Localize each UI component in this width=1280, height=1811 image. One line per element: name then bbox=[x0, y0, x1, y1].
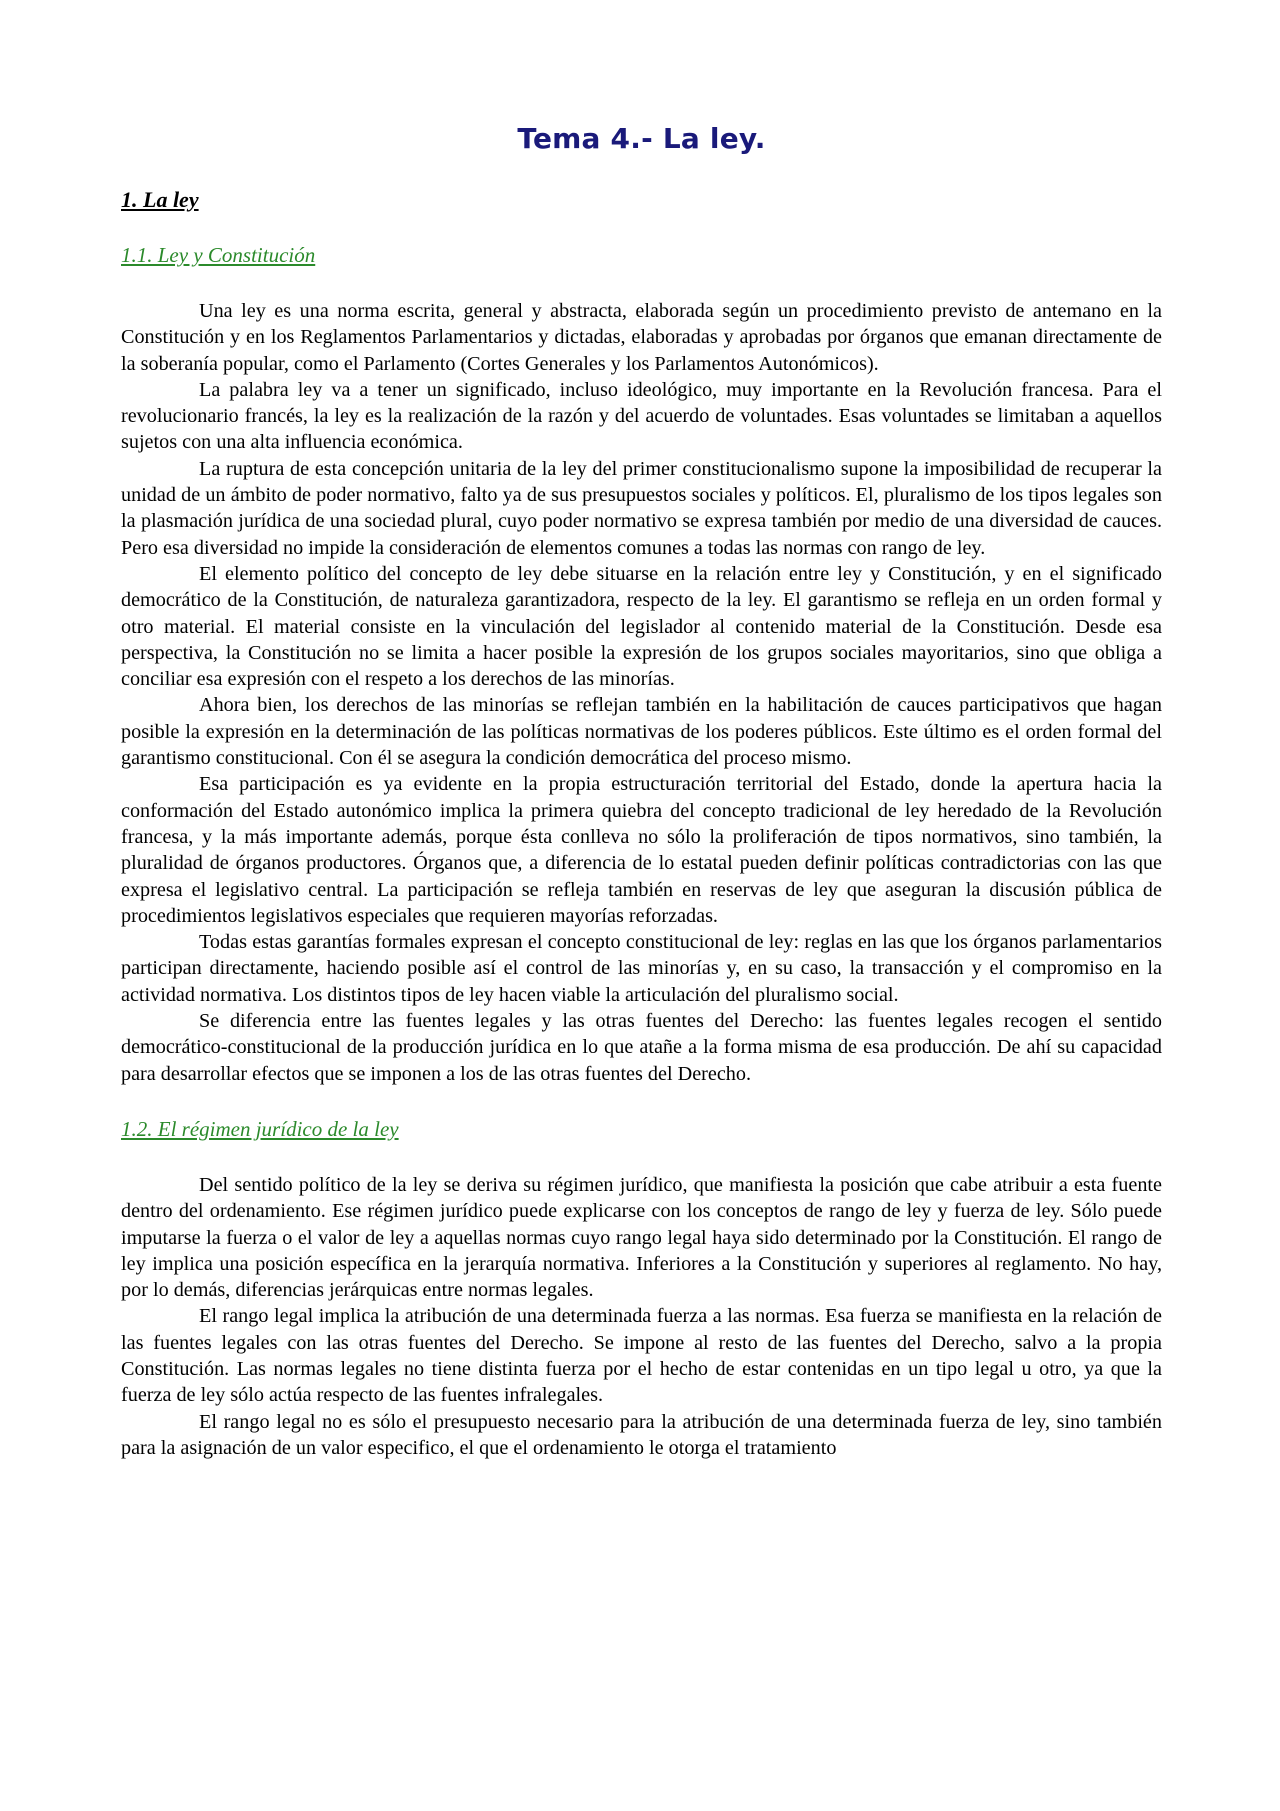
paragraph: Todas estas garantías formales expresan el concepto constitucional de ley: reglas en las que los órganos parlamentarios participan directamente, haciendo posible así el control de las minorías y, en su caso, la transacción y el compromiso en la actividad normativa. Los distintos tipos de ley hacen viable la articulación del pluralismo social. bbox=[121, 931, 1162, 1006]
paragraph: Ahora bien, los derechos de las minorías se reflejan también en la habilitación de cauces participativos que hagan posible la expresión en la determinación de las políticas normativas de los poderes públicos. Este último es el orden formal del garantismo constitucional. Con él se asegura la condición democrática del proceso mismo. bbox=[121, 694, 1162, 770]
subsection-heading-ley-y-constitucion: 1.1. Ley y Constitución bbox=[121, 243, 316, 267]
paragraph: Se diferencia entre las fuentes legales y las otras fuentes del Derecho: las fuentes legales recogen el sentido democrático-constitucional de la producción jurídica en lo que atañe a la forma misma de esa producción. De ahí su capacidad para desarrollar efectos que se imponen a los de las otras fuentes del Derecho. bbox=[121, 1010, 1162, 1085]
section-heading-la-ley: 1. La ley bbox=[121, 187, 199, 212]
paragraph: Esa participación es ya evidente en la propia estructuración territorial del Estado, donde la apertura hacia la conformación del Estado autonómico implica la primera quiebra del concepto tradicional de ley heredado de la Revolución francesa, y la más importante además, porque ésta conlleva no sólo la proliferación de tipos normativos, sino también, la pluralidad de órganos productores. Órganos que, a diferencia de lo estatal pueden definir políticas contradictorias con las que expresa el legislativo central. La participación se refleja también en reservas de ley que aseguran la discusión pública de procedimientos legislativos especiales que requieren mayorías reforzadas. bbox=[121, 773, 1162, 927]
subsection-body-regimen-juridico bbox=[121, 1172, 1162, 1461]
subsection-body-ley-y-constitucion bbox=[121, 298, 1162, 1087]
paragraph: Una ley es una norma escrita, general y abstracta, elaborada según un procedimiento previsto de antemano en la Constitución y en los Reglamentos Parlamentarios y dictadas, elaboradas y aprobadas por órganos que emanan directamente de la soberanía popular, como el Parlamento (Cortes Generales y los Parlamentos Autonómicos). bbox=[121, 300, 1162, 375]
paragraph: La ruptura de esta concepción unitaria de la ley del primer constitucionalismo supone la imposibilidad de recuperar la unidad de un ámbito de poder normativo, falto ya de sus presupuestos sociales y políticos. El, pluralismo de los tipos legales son la plasmación jurídica de una sociedad plural, cuyo poder normativo se expresa también por medio de una diversidad de cauces. Pero esa diversidad no impide la consideración de elementos comunes a todas las normas con rango de ley. bbox=[121, 457, 1162, 559]
paragraph: El rango legal implica la atribución de una determinada fuerza a las normas. Esa fuerza se manifiesta en la relación de las fuentes legales con las otras fuentes del Derecho. Se impone al resto de las fuentes del Derecho, salvo a la propia Constitución. Las normas legales no tiene distinta fuerza por el hecho de estar contenidas en un tipo legal u otro, ya que la fuerza de ley sólo actúa respecto de las fuentes infralegales. bbox=[121, 1305, 1162, 1407]
paragraph: El rango legal no es sólo el presupuesto necesario para la atribución de una determinada fuerza de ley, sino también para la asignación de un valor especifico, el que el ordenamiento le otorga el tratamiento bbox=[121, 1410, 1162, 1459]
paragraph: La palabra ley va a tener un significado, incluso ideológico, muy importante en la Revolución francesa. Para el revolucionario francés, la ley es la realización de la razón y del acuerdo de voluntades. Esas voluntades se limitaban a aquellos sujetos con una alta influencia económica. bbox=[121, 378, 1162, 454]
paragraph: El elemento político del concepto de ley debe situarse en la relación entre ley y Constitución, y en el significado democrático de la Constitución, de naturaleza garantizadora, respecto de la ley. El garantismo se refleja en un orden formal y otro material. El material consiste en la vinculación del legislador al contenido material de la Constitución. Desde esa perspectiva, la Constitución no se limita a hacer posible la expresión de los grupos sociales mayoritarios, sino que obliga a conciliar esa expresión con el respeto a los derechos de las minorías. bbox=[121, 562, 1162, 691]
document-title: Tema 4.- La ley. bbox=[517, 122, 766, 155]
subsection-heading-regimen-juridico: 1.2. El régimen jurídico de la ley bbox=[121, 1116, 399, 1141]
paragraph: Del sentido político de la ley se deriva su régimen jurídico, que manifiesta la posición que cabe atribuir a esta fuente dentro del ordenamiento. Ese régimen jurídico puede explicarse con los conceptos de rango de ley y fuerza de ley. Sólo puede imputarse la fuerza o el valor de ley a aquellas normas cuyo rango legal haya sido determinado por la Constitución. El rango de ley implica una posición específica en la jerarquía normativa. Inferiores a la Constitución y superiores al reglamento. No hay, por lo demás, diferencias jerárquicas entre normas legales. bbox=[121, 1173, 1162, 1302]
